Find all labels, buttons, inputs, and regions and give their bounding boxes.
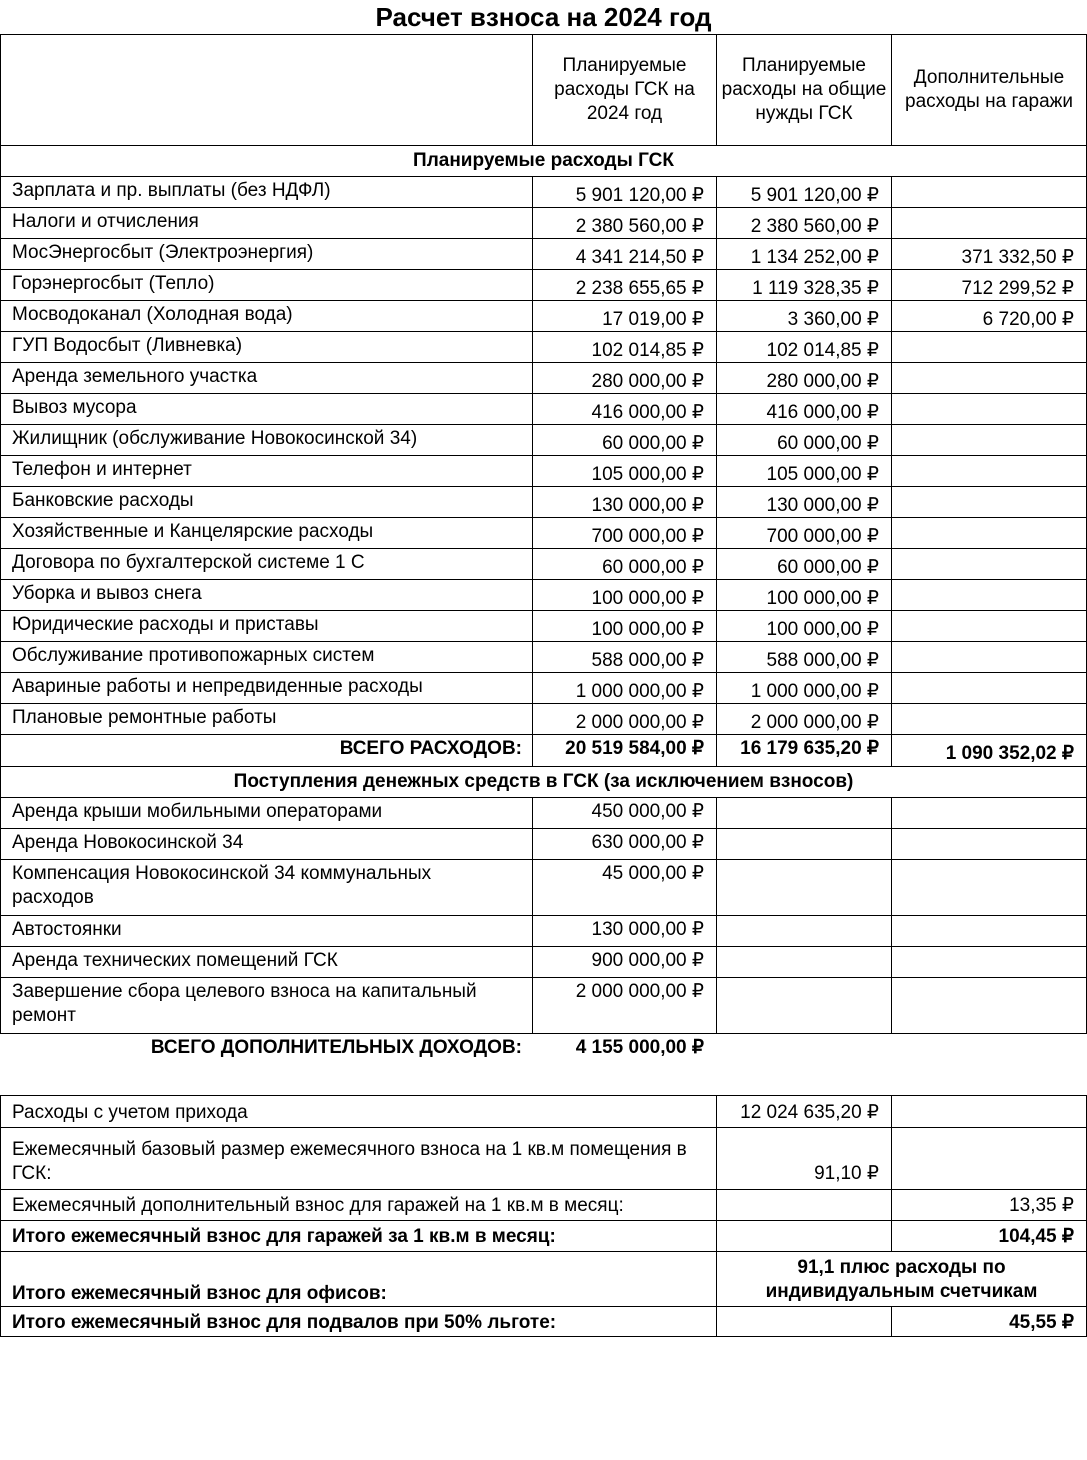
expense-row-plan: 588 000,00 ₽ — [532, 641, 717, 673]
income-total-value: 4 155 000,00 ₽ — [575, 1037, 704, 1058]
expense-row-label: ГУП Водосбыт (Ливневка) — [0, 331, 533, 363]
expense-row-garage — [891, 424, 1087, 456]
expense-row-label: Мосводоканал (Холодная вода) — [0, 300, 533, 332]
expense-row-plan: 105 000,00 ₽ — [532, 455, 717, 487]
expense-row-plan: 102 014,85 ₽ — [532, 331, 717, 363]
expense-row-common: 700 000,00 ₽ — [716, 517, 892, 549]
expense-row-plan: 100 000,00 ₽ — [532, 610, 717, 642]
expense-row-common: 416 000,00 ₽ — [716, 393, 892, 425]
expense-row-label: Вывоз мусора — [0, 393, 533, 425]
expense-row-plan: 280 000,00 ₽ — [532, 362, 717, 394]
expense-row-common: 60 000,00 ₽ — [716, 424, 892, 456]
expense-row-label: Горэнергосбыт (Тепло) — [0, 269, 533, 301]
expense-row-garage: 712 299,52 ₽ — [891, 269, 1087, 301]
income-row-empty — [891, 915, 1087, 947]
summary-row-empty — [716, 1306, 892, 1337]
summary-row-empty — [716, 1220, 892, 1252]
expense-row-common: 2 000 000,00 ₽ — [716, 703, 892, 735]
expense-row-label: Телефон и интернет — [0, 455, 533, 487]
expense-total-label: ВСЕГО РАСХОДОВ: — [0, 734, 533, 767]
expense-row-label: Банковские расходы — [0, 486, 533, 518]
income-row-empty — [716, 915, 892, 947]
income-row-empty — [891, 977, 1087, 1034]
expense-row-garage — [891, 393, 1087, 425]
expense-row-garage — [891, 207, 1087, 239]
income-row-label: Аренда Новокосинской 34 — [0, 828, 533, 860]
income-row-label: Аренда технических помещений ГСК — [0, 946, 533, 978]
section-title-expenses: Планируемые расходы ГСК — [0, 145, 1087, 177]
expense-row-label: Аренда земельного участка — [0, 362, 533, 394]
expense-row-garage — [891, 579, 1087, 611]
expense-row-garage — [891, 331, 1087, 363]
expense-row-common: 105 000,00 ₽ — [716, 455, 892, 487]
income-row-empty — [716, 828, 892, 860]
expense-row-common: 130 000,00 ₽ — [716, 486, 892, 518]
summary-row-label: Ежемесячный базовый размер ежемесячного взноса на 1 кв.м помещения в ГСК: — [0, 1127, 717, 1190]
expense-total-plan: 20 519 584,00 ₽ — [532, 734, 717, 767]
summary-office-value: 91,1 плюс расходы по индивидуальным счетчикам — [716, 1251, 1087, 1307]
income-row-empty — [891, 828, 1087, 860]
expense-row-label: Договора по бухгалтерской системе 1 С — [0, 548, 533, 580]
expense-row-garage — [891, 455, 1087, 487]
expense-total-common: 16 179 635,20 ₽ — [716, 734, 892, 767]
income-row-value: 450 000,00 ₽ — [532, 797, 717, 829]
expense-row-garage: 6 720,00 ₽ — [891, 300, 1087, 332]
summary-row-value: 12 024 635,20 ₽ — [716, 1095, 892, 1128]
column-header-garage: Дополнительные расходы на гаражи — [891, 34, 1087, 146]
expense-row-label: Зарплата и пр. выплаты (без НДФЛ) — [0, 176, 533, 208]
expense-row-plan: 2 380 560,00 ₽ — [532, 207, 717, 239]
expense-row-common: 1 000 000,00 ₽ — [716, 672, 892, 704]
income-row-label: Компенсация Новокосинской 34 коммунальных расходов — [0, 859, 533, 916]
expense-row-label: Обслуживание противопожарных систем — [0, 641, 533, 673]
expense-row-common: 5 901 120,00 ₽ — [716, 176, 892, 208]
expense-row-plan: 2 000 000,00 ₽ — [532, 703, 717, 735]
expense-row-common: 100 000,00 ₽ — [716, 579, 892, 611]
income-row-value: 900 000,00 ₽ — [532, 946, 717, 978]
expense-row-label: Юридические расходы и приставы — [0, 610, 533, 642]
expense-row-garage — [891, 176, 1087, 208]
summary-row-value: 104,45 ₽ — [891, 1220, 1087, 1252]
expense-row-label: Налоги и отчисления — [0, 207, 533, 239]
expense-row-garage — [891, 486, 1087, 518]
expense-row-garage — [891, 362, 1087, 394]
page-title: Расчет взноса на 2024 год — [375, 2, 712, 32]
expense-row-common: 100 000,00 ₽ — [716, 610, 892, 642]
expense-row-label: Плановые ремонтные работы — [0, 703, 533, 735]
header-empty-cell — [0, 34, 533, 146]
expense-row-plan: 100 000,00 ₽ — [532, 579, 717, 611]
expense-row-common: 60 000,00 ₽ — [716, 548, 892, 580]
column-header-planned: Планируемые расходы ГСК на 2024 год — [532, 34, 717, 146]
summary-row-label: Расходы с учетом прихода — [0, 1095, 717, 1128]
income-row-empty — [716, 859, 892, 916]
expense-row-label: Хозяйственные и Канцелярские расходы — [0, 517, 533, 549]
income-row-value: 130 000,00 ₽ — [532, 915, 717, 947]
summary-row-label: Итого ежемесячный взнос для гаражей за 1 кв.м в месяц: — [0, 1220, 717, 1252]
expense-row-plan: 17 019,00 ₽ — [532, 300, 717, 332]
expense-row-plan: 60 000,00 ₽ — [532, 548, 717, 580]
summary-row-label: Ежемесячный дополнительный взнос для гаражей на 1 кв.м в месяц: — [0, 1189, 717, 1221]
summary-row-value: 13,35 ₽ — [891, 1189, 1087, 1221]
expense-row-garage: 371 332,50 ₽ — [891, 238, 1087, 270]
expense-row-label: Жилищник (обслуживание Новокосинской 34) — [0, 424, 533, 456]
expense-row-plan: 700 000,00 ₽ — [532, 517, 717, 549]
expense-row-plan: 60 000,00 ₽ — [532, 424, 717, 456]
expense-row-common: 1 119 328,35 ₽ — [716, 269, 892, 301]
expense-row-plan: 4 341 214,50 ₽ — [532, 238, 717, 270]
income-row-value: 45 000,00 ₽ — [532, 859, 717, 916]
income-row-empty — [716, 977, 892, 1034]
summary-row-value: 91,10 ₽ — [716, 1127, 892, 1190]
expense-row-common: 280 000,00 ₽ — [716, 362, 892, 394]
summary-row-empty — [716, 1189, 892, 1221]
expense-row-plan: 2 238 655,65 ₽ — [532, 269, 717, 301]
summary-row-label: Итого ежемесячный взнос для офисов: — [0, 1251, 717, 1307]
expense-row-garage — [891, 548, 1087, 580]
expense-row-common: 588 000,00 ₽ — [716, 641, 892, 673]
expense-row-common: 102 014,85 ₽ — [716, 331, 892, 363]
income-row-value: 630 000,00 ₽ — [532, 828, 717, 860]
income-row-label: Автостоянки — [0, 915, 533, 947]
expense-row-garage — [891, 703, 1087, 735]
expense-row-common: 1 134 252,00 ₽ — [716, 238, 892, 270]
income-total-label: ВСЕГО ДОПОЛНИТЕЛЬНЫХ ДОХОДОВ: — [150, 1037, 522, 1058]
column-header-common: Планируемые расходы на общие нужды ГСК — [716, 34, 892, 146]
income-row-empty — [716, 946, 892, 978]
expense-row-label: МосЭнергосбыт (Электроэнергия) — [0, 238, 533, 270]
expense-row-garage — [891, 517, 1087, 549]
income-row-label: Завершение сбора целевого взноса на капитальный ремонт — [0, 977, 533, 1034]
income-row-empty — [716, 797, 892, 829]
expense-row-plan: 130 000,00 ₽ — [532, 486, 717, 518]
summary-row-empty — [891, 1095, 1087, 1128]
expense-row-garage — [891, 672, 1087, 704]
summary-row-empty — [891, 1127, 1087, 1190]
summary-row-value: 45,55 ₽ — [891, 1306, 1087, 1337]
income-row-value: 2 000 000,00 ₽ — [532, 977, 717, 1034]
income-row-empty — [891, 946, 1087, 978]
expense-row-common: 3 360,00 ₽ — [716, 300, 892, 332]
expense-row-label: Уборка и вывоз снега — [0, 579, 533, 611]
expense-row-garage — [891, 610, 1087, 642]
expense-row-common: 2 380 560,00 ₽ — [716, 207, 892, 239]
expense-row-garage — [891, 641, 1087, 673]
summary-row-label: Итого ежемесячный взнос для подвалов при 50% льготе: — [0, 1306, 717, 1337]
expense-row-plan: 416 000,00 ₽ — [532, 393, 717, 425]
income-row-empty — [891, 859, 1087, 916]
expense-row-plan: 5 901 120,00 ₽ — [532, 176, 717, 208]
income-row-label: Аренда крыши мобильными операторами — [0, 797, 533, 829]
expense-row-plan: 1 000 000,00 ₽ — [532, 672, 717, 704]
income-row-empty — [891, 797, 1087, 829]
expense-total-garage: 1 090 352,02 ₽ — [891, 734, 1087, 767]
section-title-income: Поступления денежных средств в ГСК (за исключением взносов) — [0, 766, 1087, 798]
expense-row-label: Авариные работы и непредвиденные расходы — [0, 672, 533, 704]
